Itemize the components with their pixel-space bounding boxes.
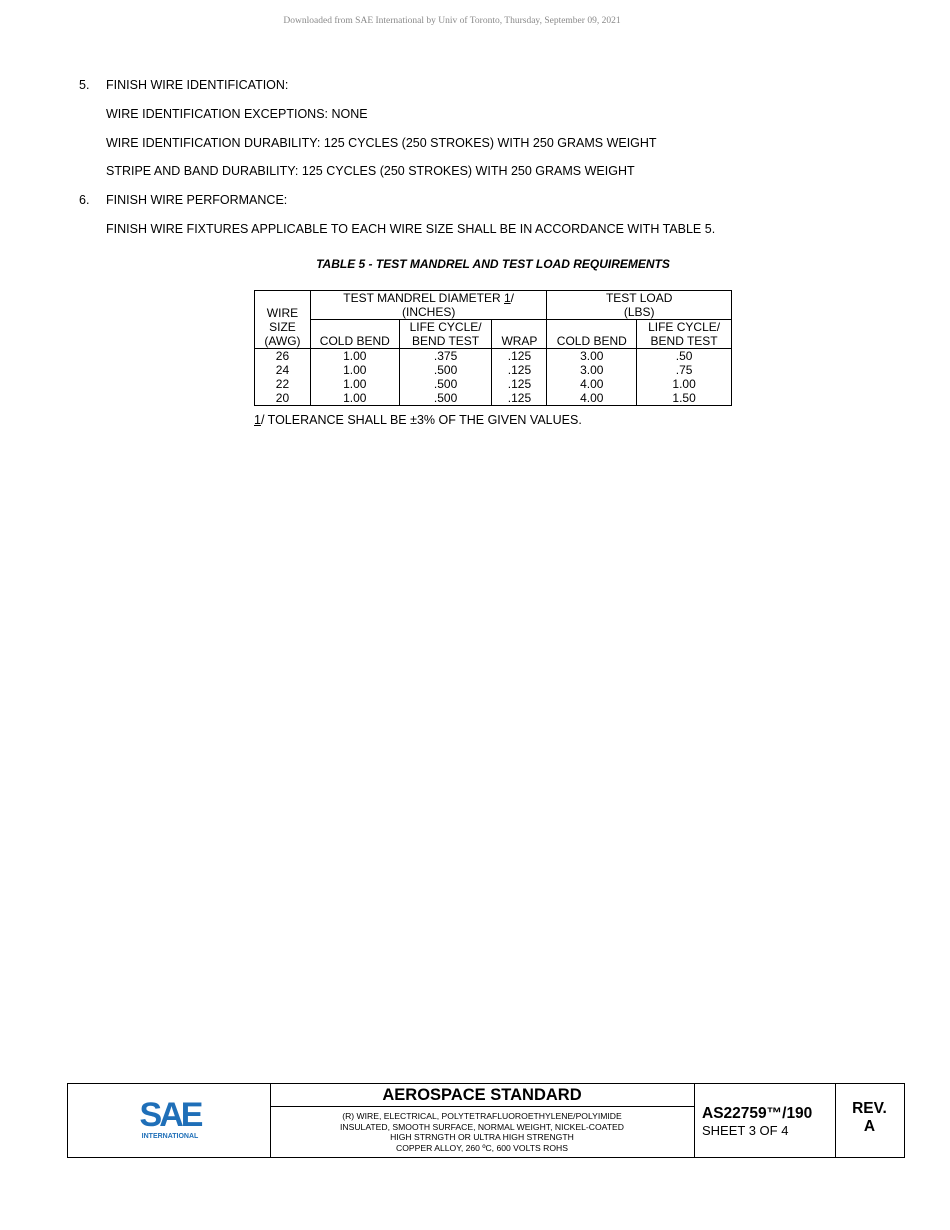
cell-wrap: .125: [492, 377, 547, 391]
cell-wrap: .125: [492, 363, 547, 377]
load-life-cycle-header-1: LIFE CYCLE/: [637, 320, 732, 335]
cell-load-cold-bend: 4.00: [547, 377, 637, 391]
document-number: AS22759™/190: [702, 1105, 813, 1122]
revision-value: A: [863, 1118, 876, 1135]
wire-size-header-3: (AWG): [255, 334, 311, 349]
mandrel-group-header: TEST MANDREL DIAMETER 1/: [310, 291, 546, 306]
cell-cold-bend: 1.00: [310, 349, 399, 364]
wrap-header: WRAP: [492, 334, 547, 349]
table-row: [255, 363, 732, 377]
document-number-cell: [694, 1084, 836, 1157]
cell-wrap: .125: [492, 349, 547, 364]
cold-bend-header: COLD BEND: [310, 334, 399, 349]
cell-load-cold-bend: 3.00: [547, 349, 637, 364]
sae-logo-subtext: INTERNATIONAL: [141, 1133, 199, 1140]
section-5-number: 5.: [79, 78, 90, 92]
stripe-band-durability: STRIPE AND BAND DURABILITY: 125 CYCLES (250 STROKES) WITH 250 GRAMS WEIGHT: [106, 164, 635, 178]
wire-size-header-2: SIZE: [255, 320, 311, 335]
load-units: (LBS): [547, 305, 732, 320]
cell-load-cold-bend: 3.00: [547, 363, 637, 377]
cell-load-life-cycle: .75: [637, 363, 732, 377]
cold-bend-header-spacer: [310, 320, 399, 335]
cell-awg: 22: [255, 377, 311, 391]
document-title-cell: [270, 1084, 695, 1157]
download-watermark: Downloaded from SAE International by Univ of Toronto, Thursday, September 09, 2021: [283, 16, 621, 26]
table-row: [255, 377, 732, 391]
cell-load-life-cycle: 1.00: [637, 377, 732, 391]
document-description: [270, 1107, 694, 1153]
cell-cold-bend: 1.00: [310, 391, 399, 406]
description-line: INSULATED, SMOOTH SURFACE, NORMAL WEIGHT, NICKEL-COATED: [340, 1121, 624, 1132]
sheet-number: SHEET 3 OF 4: [702, 1123, 789, 1138]
table-title: TABLE 5 - TEST MANDREL AND TEST LOAD REQUIREMENTS: [316, 257, 670, 271]
cell-life-cycle: .500: [399, 363, 492, 377]
footnote-text: / TOLERANCE SHALL BE ±3% OF THE GIVEN VALUES.: [260, 413, 582, 427]
cell-awg: 24: [255, 363, 311, 377]
life-cycle-header-1: LIFE CYCLE/: [399, 320, 492, 335]
table-row: [255, 391, 732, 406]
cell-awg: 20: [255, 391, 311, 406]
load-cold-bend-header: COLD BEND: [547, 334, 637, 349]
footnote-ref: 1: [254, 413, 261, 427]
wrap-header-spacer: [492, 320, 547, 335]
cell-cold-bend: 1.00: [310, 363, 399, 377]
sae-logo-text: SAE: [139, 1097, 201, 1134]
revision-label: REV.: [852, 1100, 887, 1117]
title-block: [67, 1083, 905, 1158]
table-footnote: [254, 413, 582, 427]
sae-logo-cell: [68, 1084, 271, 1157]
life-cycle-header-2: BEND TEST: [399, 334, 492, 349]
section-6-number: 6.: [79, 193, 90, 207]
cell-life-cycle: .500: [399, 391, 492, 406]
description-line: COPPER ALLOY, 260 ºC, 600 VOLTS ROHS: [396, 1142, 568, 1153]
revision-cell: [835, 1084, 904, 1157]
section-5-heading: FINISH WIRE IDENTIFICATION:: [106, 78, 289, 92]
mandrel-units: (INCHES): [310, 305, 546, 320]
cell-wrap: .125: [492, 391, 547, 406]
table-row: [255, 349, 732, 364]
section-6-heading: FINISH WIRE PERFORMANCE:: [106, 193, 288, 207]
load-cold-bend-header-spacer: [547, 320, 637, 335]
cell-load-life-cycle: 1.50: [637, 391, 732, 406]
cell-cold-bend: 1.00: [310, 377, 399, 391]
wire-size-header-top: [255, 291, 311, 306]
description-line: HIGH STRNGTH OR ULTRA HIGH STRENGTH: [390, 1132, 574, 1142]
load-life-cycle-header-2: BEND TEST: [637, 334, 732, 349]
finish-wire-fixtures: FINISH WIRE FIXTURES APPLICABLE TO EACH WIRE SIZE SHALL BE IN ACCORDANCE WITH TABLE 5.: [106, 222, 716, 236]
cell-life-cycle: .500: [399, 377, 492, 391]
wire-size-header-1: WIRE: [255, 305, 311, 320]
cell-awg: 26: [255, 349, 311, 364]
description-line: (R) WIRE, ELECTRICAL, POLYTETRAFLUOROETHYLENE/POLYIMIDE: [342, 1111, 622, 1121]
cell-life-cycle: .375: [399, 349, 492, 364]
wire-id-exceptions: WIRE IDENTIFICATION EXCEPTIONS: NONE: [106, 107, 368, 121]
mandrel-load-table: [254, 290, 732, 406]
aerospace-standard-heading: AEROSPACE STANDARD: [270, 1084, 694, 1107]
sae-logo-icon: [136, 1097, 204, 1141]
load-group-header: TEST LOAD: [547, 291, 732, 306]
wire-id-durability: WIRE IDENTIFICATION DURABILITY: 125 CYCLES (250 STROKES) WITH 250 GRAMS WEIGHT: [106, 136, 657, 150]
cell-load-life-cycle: .50: [637, 349, 732, 364]
cell-load-cold-bend: 4.00: [547, 391, 637, 406]
